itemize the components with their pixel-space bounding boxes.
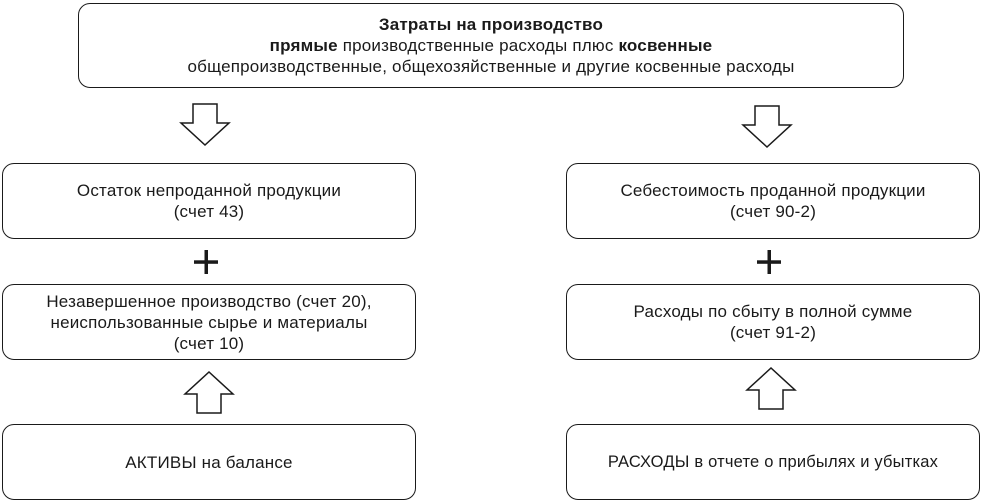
right-plus-icon: [756, 249, 782, 275]
indirect-label: косвенные: [618, 36, 713, 55]
assets-word: АКТИВЫ: [125, 452, 197, 472]
production-costs-title: Затраты на производство: [378, 15, 604, 34]
direct-label: прямые: [269, 36, 338, 55]
right-up-arrow-icon: [745, 366, 797, 410]
selling-expenses-label: Расходы по сбыту в полной сумме: [633, 302, 913, 321]
balance-assets-box: [2, 424, 416, 500]
cost-of-sold-products-box: [566, 163, 980, 239]
income-statement-expenses-label: [608, 452, 938, 473]
on-balance-text: на балансе: [196, 452, 293, 472]
production-costs-line-2: [270, 35, 713, 56]
unsold-products-label: Остаток непроданной продукции: [76, 181, 342, 200]
left-up-arrow-icon: [183, 370, 235, 414]
production-costs-line-3: общепроизводственные, общехозяйственные и другие косвенные расходы: [187, 57, 795, 76]
income-statement-expenses-box: [566, 424, 980, 500]
left-plus-icon: [193, 249, 219, 275]
unsold-products-account: (счет 43): [173, 202, 245, 221]
materials-account: (счет 10): [173, 333, 245, 353]
selling-expenses-box: [566, 284, 980, 360]
selling-expenses-account: (счет 91-2): [729, 323, 817, 342]
work-in-progress-label: Незавершенное производство (счет 20),: [46, 291, 372, 311]
cost-of-sold-products-label: Себестоимость проданной продукции: [620, 181, 926, 200]
work-in-progress-box: [2, 284, 416, 360]
in-income-statement-text: в отчете о прибылях и убытках: [689, 452, 939, 471]
left-down-arrow-icon: [179, 103, 231, 147]
unsold-products-box: [2, 163, 416, 239]
cost-of-sold-products-account: (счет 90-2): [729, 202, 817, 221]
expenses-word: РАСХОДЫ: [607, 452, 690, 471]
direct-costs-text: производственные расходы плюс: [337, 36, 619, 55]
balance-assets-label: [125, 452, 292, 473]
production-costs-box: [78, 3, 904, 88]
right-down-arrow-icon: [741, 105, 793, 149]
unused-materials-label: неиспользованные сырье и материалы: [50, 312, 368, 332]
